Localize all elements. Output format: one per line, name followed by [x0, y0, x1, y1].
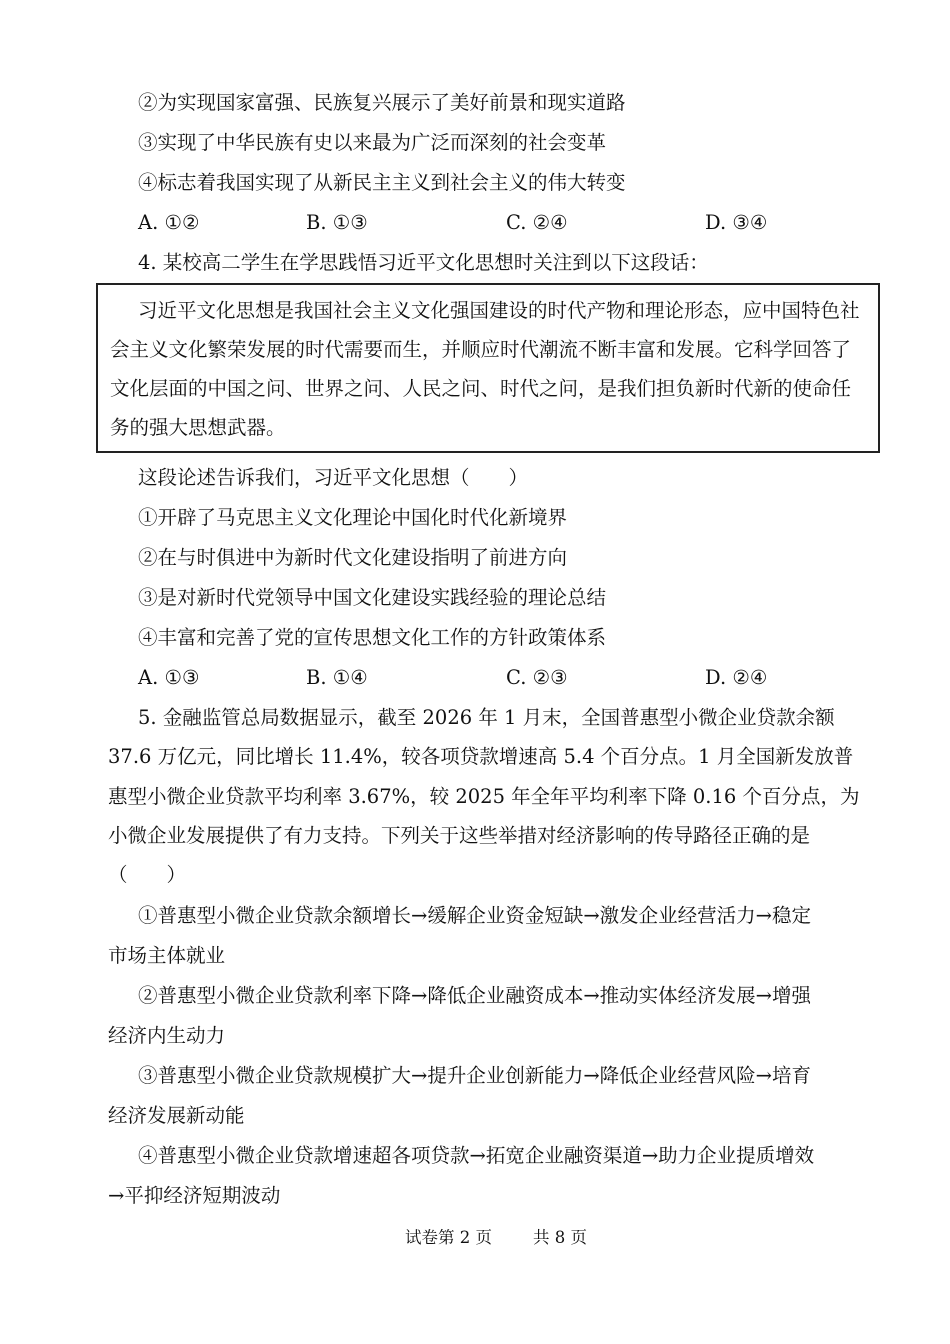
- footer-page-number: 试卷第 2 页: [405, 1228, 492, 1247]
- q4-quote-line-1: 习近平文化思想是我国社会主义文化强国建设的时代产物和理论形态，应中国特色社: [138, 299, 860, 322]
- q3-option-a: A. ①②: [138, 211, 200, 234]
- q3-option-b: B. ①③: [306, 211, 368, 234]
- q5-item-3-line-2: 经济发展新动能: [108, 1104, 245, 1127]
- q5-line-3: 惠型小微企业贷款平均利率 3.67%，较 2025 年全年平均利率下降 0.16 个百分点，为: [108, 785, 860, 808]
- q5-item-1-line-1: ①普惠型小微企业贷款余额增长→缓解企业资金短缺→激发企业经营活力→稳定: [138, 904, 812, 927]
- q5-item-3-line-1: ③普惠型小微企业贷款规模扩大→提升企业创新能力→降低企业经营风险→培育: [138, 1064, 812, 1087]
- q5-item-2-line-1: ②普惠型小微企业贷款利率下降→降低企业融资成本→推动实体经济发展→增强: [138, 984, 812, 1007]
- q5-answer-paren: （ ）: [108, 863, 187, 886]
- q4-option-a: A. ①③: [138, 666, 200, 689]
- q4-stem: 4. 某校高二学生在学思践悟习近平文化思想时关注到以下这段话：: [138, 251, 709, 274]
- q4-item-3: ③是对新时代党领导中国文化建设实践经验的理论总结: [138, 586, 607, 609]
- q3-option-d: D. ③④: [705, 211, 768, 234]
- q5-item-1-line-2: 市场主体就业: [108, 944, 226, 967]
- q4-question: 这段论述告诉我们，习近平文化思想（ ）: [138, 466, 529, 489]
- q3-item-2: ②为实现国家富强、民族复兴展示了美好前景和现实道路: [138, 91, 626, 114]
- q5-item-4-line-2: →平抑经济短期波动: [108, 1184, 281, 1207]
- q4-option-d: D. ②④: [705, 666, 768, 689]
- q3-item-4: ④标志着我国实现了从新民主主义到社会主义的伟大转变: [138, 171, 626, 194]
- q4-quote-line-3: 文化层面的中国之问、世界之问、人民之问、时代之问，是我们担负新时代新的使命任: [110, 377, 852, 400]
- q4-item-4: ④丰富和完善了党的宣传思想文化工作的方针政策体系: [138, 626, 607, 649]
- q5-line-1: 5. 金融监管总局数据显示，截至 2026 年 1 月末，全国普惠型小微企业贷款余额: [138, 706, 835, 729]
- q5-line-4: 小微企业发展提供了有力支持。下列关于这些举措对经济影响的传导路径正确的是: [108, 824, 811, 847]
- q4-quote-line-4: 务的强大思想武器。: [110, 416, 286, 439]
- q5-item-2-line-2: 经济内生动力: [108, 1024, 226, 1047]
- q4-option-b: B. ①④: [306, 666, 368, 689]
- q3-option-c: C. ②④: [506, 211, 568, 234]
- q5-item-4-line-1: ④普惠型小微企业贷款增速超各项贷款→拓宽企业融资渠道→助力企业提质增效: [138, 1144, 815, 1167]
- q4-item-2: ②在与时俱进中为新时代文化建设指明了前进方向: [138, 546, 568, 569]
- q5-line-2: 37.6 万亿元，同比增长 11.4%，较各项贷款增速高 5.4 个百分点。1 月全国新发放普: [108, 745, 854, 768]
- footer-total-pages: 共 8 页: [533, 1228, 587, 1247]
- q4-quote-box: [96, 283, 880, 453]
- q4-option-c: C. ②③: [506, 666, 568, 689]
- q3-item-3: ③实现了中华民族有史以来最为广泛而深刻的社会变革: [138, 131, 607, 154]
- q4-quote-line-2: 会主义文化繁荣发展的时代需要而生，并顺应时代潮流不断丰富和发展。它科学回答了: [110, 338, 852, 361]
- q4-item-1: ①开辟了马克思主义文化理论中国化时代化新境界: [138, 506, 568, 529]
